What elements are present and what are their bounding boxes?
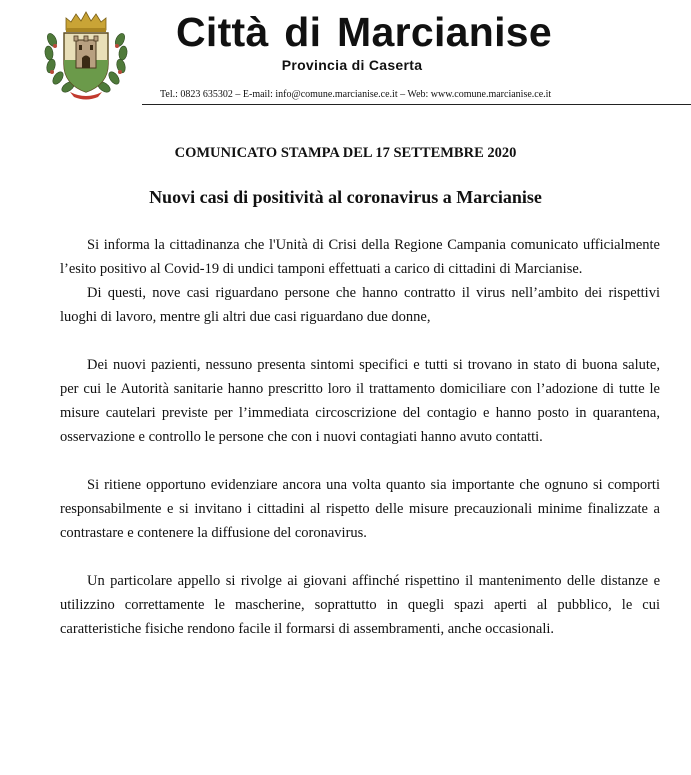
coat-of-arms-icon xyxy=(40,8,132,100)
press-release-date: COMUNICATO STAMPA DEL 17 SETTEMBRE 2020 xyxy=(174,145,517,161)
paragraph: Un particolare appello si rivolge ai giovani affinché rispettino il mantenimento delle distanze e utilizzino correttamente le mascherine, soprattutto in quegli spazi aperti al pubblico, le cui caratteristiche fisiche rendono facile il formarsi di assembramenti, anche occasionali. xyxy=(60,573,660,637)
province-label: Provincia di Caserta xyxy=(281,57,423,73)
contacts-line: Tel.: 0823 635302 – E-mail: info@comune.marcianise.ce.it – Web: www.comune.marcianise.ce.it xyxy=(160,89,552,100)
header-divider xyxy=(142,104,691,105)
paragraph: Si ritiene opportuno evidenziare ancora una volta quanto sia importante che ognuno si comporti responsabilmente e si invitano i cittadini al rispetto delle misure precauzionali minime finalizzate a contrastare e contenere la diffusione del coronavirus. xyxy=(60,477,660,541)
paragraph: Si informa la cittadinanza che l'Unità di Crisi della Regione Campania comunicato ufficialmente l’esito positivo al Covid-19 di undici tamponi effettuati a carico di cittadini di Marcianise. xyxy=(60,237,660,277)
paragraph: Di questi, nove casi riguardano persone che hanno contratto il virus nell’ambito dei rispettivi luoghi di lavoro, mentre gli altri due casi riguardano due donne, xyxy=(60,285,660,325)
page-title: Città di Marcianise xyxy=(176,9,552,55)
article-body xyxy=(60,233,660,641)
paragraph: Dei nuovi pazienti, nessuno presenta sintomi specifici e tutti si trovano in stato di buona salute, per cui le Autorità sanitarie hanno prescritto loro il trattamento domiciliare con l’adozione di tutte le misure cautelari previste per l’immediata circoscrizione del contagio e hanno posto in quarantena, osservazione e controllo le persone che con i nuovi contagiati hanno avuto contatti. xyxy=(60,357,660,445)
press-release-headline: Nuovi casi di positività al coronavirus a Marcianise xyxy=(149,187,542,207)
